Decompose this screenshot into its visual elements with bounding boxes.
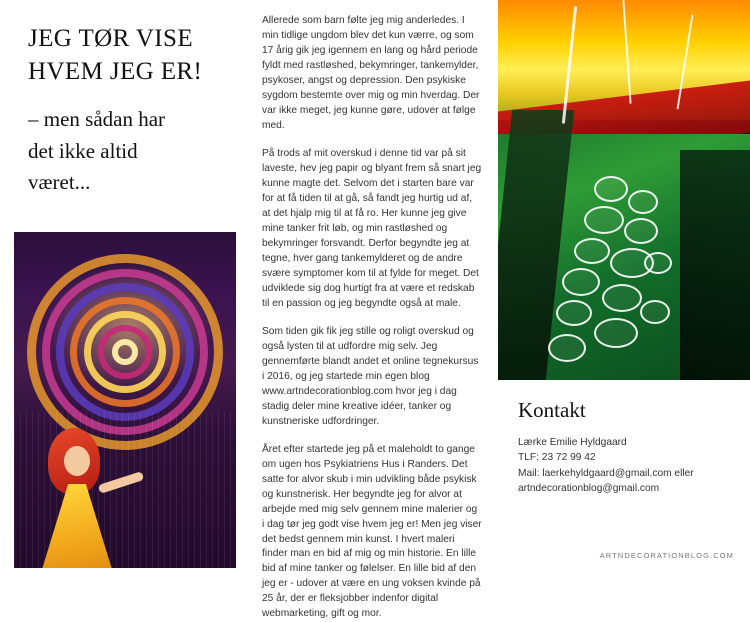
paragraph-3: Som tiden gik fik jeg stille og roligt overskud og også lysten til at udfordre mig selv. Jeg gennemførte blandt andet et online tegnekursus i 2016, og jeg startede min egen blog www.artndecorationblog.com hvor jeg i dag stadig deler mine kreative idéer, tanker og kunstneriske udfordringer. [262, 325, 479, 427]
subhead-line-1: – men sådan har [28, 107, 166, 131]
subhead-line-2: det ikke altid [28, 138, 138, 163]
spiral-painting-image [14, 232, 236, 568]
contact-phone: TLF: 23 72 99 42 [518, 452, 596, 464]
abstract-cell-11 [548, 334, 586, 362]
abstract-cell-5 [574, 238, 610, 264]
abstract-dark-right-band [680, 150, 750, 380]
abstract-cell-9 [556, 300, 592, 326]
abstract-cell-2 [628, 190, 658, 214]
right-column [498, 0, 750, 568]
contact-name: Lærke Emilie Hyldgaard [518, 437, 627, 448]
spiral-drip-texture [14, 412, 236, 568]
contact-mail-line-1: Mail: laerkehyldgaard@gmail.com eller [518, 467, 694, 479]
page-subtitle [28, 104, 232, 199]
abstract-cell-7 [562, 268, 600, 296]
paragraph-2: På trods af mit overskud i denne tid var på sit laveste, hev jeg papir og blyant frem så snart jeg kunne magte det. Selvom det i starten bare var for at få tiden til at gå, så fandt jeg hurtig ud af, at det hjalp mig til at få ro. Her kunne jeg give mine tanker frit løb, og min rastløshed og bekymringer forsvandt. Derfor begyndte jeg at tegne, hver gang tankemylderet og de andre svære symptomer kom til at fylde for meget. Det udviklede sig dog hurtigt fra at være et redskab til en passion og jeg begyndte også at male. [262, 147, 482, 309]
abstract-cell-8 [602, 284, 642, 312]
spiral-ring-7 [112, 339, 138, 365]
headline-block [0, 0, 250, 199]
abstract-cell-13 [640, 300, 670, 324]
woman-face-shape [64, 446, 90, 476]
abstract-cell-12 [644, 252, 672, 274]
subhead-line-3: været... [28, 170, 91, 194]
headline-line-2: HVEM JEG ER! [28, 58, 203, 85]
footer-website-url: ARTNDECORATIONBLOG.COM [599, 551, 734, 560]
abstract-painting-image [498, 0, 750, 380]
body-text-column [250, 0, 498, 620]
abstract-cell-1 [594, 176, 628, 202]
paragraph-4: Året efter startede jeg på et maleholdt to gange om ugen hos Psykiatriens Hus i Randers. Det satte for alvor skub i min udvikling både psykisk og kunstnerisk. Her begyndte jeg for alvor at arbejde med mig selv gennem mine malerier og i dag tør jeg godt vise hvem jeg er! Men jeg viser det bedst gennem min kunst. I hvert maleri finder man en bid af mig og min historie. En lille bid af mine tanker og følelser. En lille bid af den jeg er - udover at være en ung voksen kvinde på 25 år, der er fleksjobber indenfor digital webmarketing, gift og mor. [262, 443, 482, 620]
abstract-cell-10 [594, 318, 638, 348]
headline-line-1: JEG TØR VISE [28, 25, 194, 52]
paragraph-1: Allerede som barn følte jeg mig anderledes. I min tidlige ungdom blev det kun værre, og som 17 årig gik jeg igennem en lang og hård periode fyldt med rastløshed, bekymringer, tankemylder, psykoser, angst og depression. Den psykiske sygdom bestemte over mig og min hverdag. Der var ikke meget, jeg kunne gøre, udover at følge med. [262, 15, 480, 131]
page-title [28, 22, 232, 88]
left-column [0, 0, 250, 568]
contact-title: Kontakt [518, 398, 586, 422]
abstract-cell-4 [624, 218, 658, 244]
contact-mail-line-2: artndecorationblog@gmail.com [518, 482, 660, 494]
abstract-cell-3 [584, 206, 624, 234]
contact-block [498, 380, 750, 568]
